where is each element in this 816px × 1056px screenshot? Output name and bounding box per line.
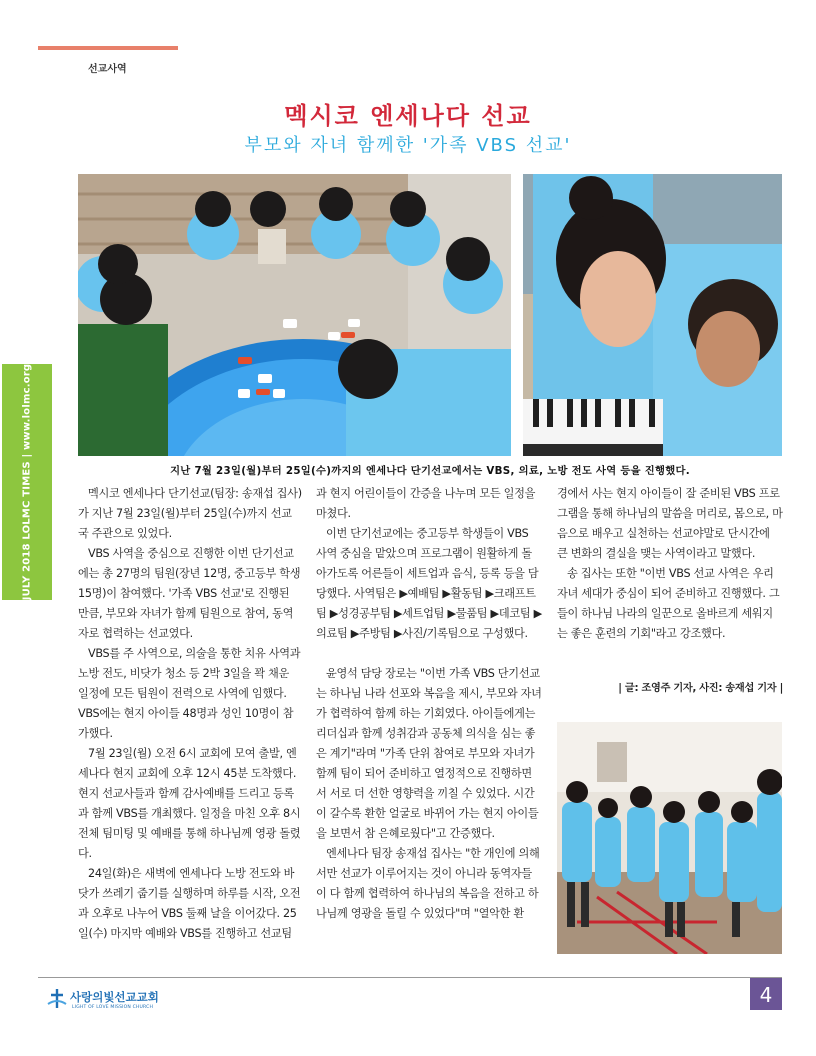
page-number: 4 xyxy=(750,978,782,1010)
header-accent-bar xyxy=(38,46,178,50)
article-column-3 xyxy=(557,484,783,644)
paragraph: 과 현지 어린이들이 간증을 나누며 모든 일정을 마쳤다. xyxy=(316,487,536,520)
side-tab-text: JULY 2018 LOLMC TIMES | www.lolmc.org xyxy=(21,363,33,601)
paragraph: 경에서 사는 현지 아이들이 잘 준비된 VBS 프로그램을 통해 하나님의 말씀을 머리로, 몸으로, 마음으로 배우고 실천하는 선교야말로 단시간에 큰 변화의 결실을 맺는 사역이라고 말했다. xyxy=(557,487,783,560)
paragraph: 윤영석 담당 장로는 "이번 가족 VBS 단기선교는 하나님 나라 선포와 복음을 제시, 부모와 자녀가 협력하여 함께 하는 기회였다. 아이들에게는 리더십과 함께 성취감과 공동체 의식을 심는 좋은 계기"라며 "가족 단위 참여로 부모와 자녀가 함께 팀이 되어 준비하고 열정적으로 진행하면서 서로 더 선한 영향력을 끼칠 수 있었다. 시간이 갈수록 환한 얼굴로 바뀌어 가는 현지 아이들을 보면서 참 은혜로웠다"고 간증했다. xyxy=(316,667,542,840)
paragraph: 24일(화)은 새벽에 엔세나다 노방 전도와 바닷가 쓰레기 줍기를 실행하며 하루를 시작, 오전과 오후로 나누어 VBS 둘째 날을 이어갔다. 25일(수) 마지막 예배와 VBS를 진행하고 선교팀 xyxy=(78,867,301,940)
church-logo xyxy=(46,986,206,1016)
article-title: 멕시코 엔세나다 선교 xyxy=(284,102,532,130)
article-credit: | 글: 조영주 기자, 사진: 송재섭 기자 | xyxy=(618,683,783,694)
paragraph: 이번 단기선교에는 중고등부 학생들이 VBS 사역 중심을 맡았으며 프로그램이 원활하게 돌아가도록 어른들이 세트업과 음식, 등록 등을 담당했다. 사역팀은 ▶예배팀 ▶활동팀 ▶크래프트팀 ▶성경공부팀 ▶세트업팀 ▶물품팀 ▶데코팀 ▶의료팀 ▶주방팀 ▶사진/기록팀으로 구성했다. xyxy=(316,527,542,640)
paragraph: VBS 사역을 중심으로 진행한 이번 단기선교에는 총 27명의 팀원(장년 12명, 중고등부 학생 15명)이 참여했다. '가족 VBS 선교'로 진행된 만큼, 부모와 자녀가 함께 팀원으로 참여, 동역자로 협력하는 선교였다. xyxy=(78,547,301,640)
photo-girl-keyboard xyxy=(523,174,782,456)
article-column-1 xyxy=(78,484,302,944)
photo-group-room xyxy=(557,722,782,954)
paragraph: 7월 23일(월) 오전 6시 교회에 모여 출발, 엔세나다 현지 교회에 오후 12시 45분 도착했다. 현지 선교사들과 함께 감사예배를 드리고 등록과 함께 VBS를 개최했다. 일정을 마친 오후 8시 전체 팀미팅 및 예배를 통해 하나님께 영광 돌렸다. xyxy=(78,747,301,860)
paragraph: 엔세나다 팀장 송재섭 집사는 "한 개인에 의해서만 선교가 이루어지는 것이 아니라 동역자들이 다 함께 협력하여 하나님의 복음을 전하고 하나님께 영광을 돌릴 수 있었다"며 "열악한 환 xyxy=(316,847,540,920)
paragraph: 송 집사는 또한 "이번 VBS 선교 사역은 우리 자녀 세대가 중심이 되어 준비하고 진행했다. 그들이 하나님 나라의 일꾼으로 올바르게 세워지는 좋은 훈련의 기회"라고 강조했다. xyxy=(557,567,780,640)
section-label: 선교사역 xyxy=(88,64,127,75)
paragraph: VBS를 주 사역으로, 의술을 통한 치유 사역과 노방 전도, 비닷가 청소 등 2박 3일을 꽉 채운 일정에 모든 팀원이 전력으로 사역에 임했다. VBS에는 현지 아이들 48명과 성인 10명이 참가했다. xyxy=(78,647,301,740)
church-name-english: LIGHT OF LOVE MISSION CHURCH xyxy=(72,1005,154,1010)
article-subtitle: 부모와 자녀 함께한 '가족 VBS 선교' xyxy=(244,135,572,156)
photo-caption: 지난 7월 23일(월)부터 25일(수)까지의 엔세나다 단기선교에서는 VBS, 의료, 노방 전도 사역 등을 진행했다. xyxy=(170,465,690,477)
article-column-2 xyxy=(316,484,542,924)
paragraph: 멕시코 엔세나다 단기선교(팀장: 송재섭 집사)가 지난 7월 23일(월)부터 25일(수)까지 선교국 주관으로 있었다. xyxy=(78,487,302,540)
photo-children-pool xyxy=(78,174,511,456)
footer-rule xyxy=(38,977,782,978)
church-name: 사랑의빛선교교회 xyxy=(70,990,159,1004)
church-logo-icon xyxy=(46,988,68,1010)
